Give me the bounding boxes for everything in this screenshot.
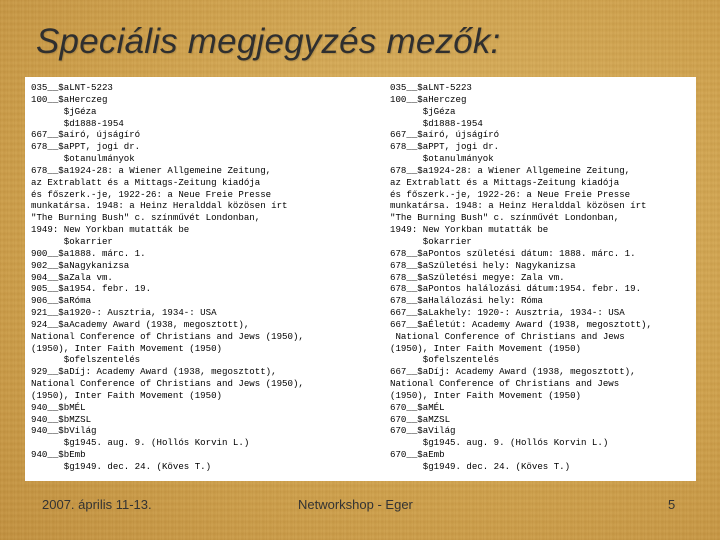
original-record-column bbox=[31, 82, 304, 473]
record-line: $g1945. aug. 9. (Hollós Korvin L.) bbox=[31, 437, 250, 449]
record-line: National Conference of Christians and Jews (1950), bbox=[31, 378, 304, 390]
record-line: 906__$aRóma bbox=[31, 295, 92, 307]
record-line: $jGéza bbox=[390, 105, 456, 117]
record-line: az Extrablatt és a Mittags-Zeitung kiadója bbox=[390, 176, 620, 188]
record-line: $d1888-1954 bbox=[31, 117, 124, 129]
record-line: 900__$a1888. márc. 1. bbox=[31, 247, 146, 259]
record-line: 940__$bMÉL bbox=[31, 401, 86, 413]
record-line: $okarrier bbox=[390, 235, 472, 247]
converted-record-column bbox=[390, 82, 652, 473]
record-line: 678__$aPPT, jogi dr. bbox=[390, 141, 500, 153]
record-line: National Conference of Christians and Jews (1950), bbox=[31, 330, 304, 342]
record-line: 940__$bEmb bbox=[31, 449, 86, 461]
record-line: $otanulmányok bbox=[390, 153, 494, 165]
record-line: $otanulmányok bbox=[31, 153, 135, 165]
record-line: 678__$a1924-28: a Wiener Allgemeine Zeitung, bbox=[31, 164, 272, 176]
record-line: 670__$aVilág bbox=[390, 425, 456, 437]
record-line: 905__$a1954. febr. 19. bbox=[31, 283, 152, 295]
record-line: és főszerk.-je, 1922-26: a Neue Freie Presse bbox=[390, 188, 631, 200]
record-line: 100__$aHerczeg bbox=[31, 93, 108, 105]
record-line: 678__$aPPT, jogi dr. bbox=[31, 141, 141, 153]
record-line: (1950), Inter Faith Movement (1950) bbox=[31, 342, 222, 354]
record-line: 940__$bVilág bbox=[31, 425, 97, 437]
footer-event: Networkshop - Eger bbox=[298, 497, 413, 512]
record-line: 929__$aDíj: Academy Award (1938, megosztott), bbox=[31, 366, 277, 378]
record-line: National Conference of Christians and Jews bbox=[390, 378, 620, 390]
record-line: 921__$a1920-: Ausztria, 1934-: USA bbox=[31, 307, 217, 319]
record-line: $g1949. dec. 24. (Köves T.) bbox=[390, 461, 571, 472]
record-line: $ofelszentelés bbox=[390, 354, 500, 366]
record-line: 035__$aLNT-5223 bbox=[31, 82, 113, 93]
record-line: (1950), Inter Faith Movement (1950) bbox=[390, 342, 581, 354]
record-line: 1949: New Yorkban mutatták be bbox=[390, 224, 549, 236]
record-line: "The Burning Bush" c. színművét Londonban, bbox=[390, 212, 620, 224]
record-line: 670__$aMZSL bbox=[390, 413, 451, 425]
record-line: 678__$aHalálozási hely: Róma bbox=[390, 295, 543, 307]
record-line: az Extrablatt és a Mittags-Zeitung kiadója bbox=[31, 176, 261, 188]
record-line: 940__$bMZSL bbox=[31, 413, 92, 425]
record-line: 667__$aÉletút: Academy Award (1938, megosztott), bbox=[390, 318, 652, 330]
record-line: 100__$aHerczeg bbox=[390, 93, 467, 105]
record-line: 678__$aSzületési megye: Zala vm. bbox=[390, 271, 565, 283]
record-line: 667__$aLakhely: 1920-: Ausztria, 1934-: USA bbox=[390, 307, 625, 319]
record-line: 670__$aEmb bbox=[390, 449, 445, 461]
record-line: 678__$a1924-28: a Wiener Allgemeine Zeitung, bbox=[390, 164, 631, 176]
marc-record-panel bbox=[25, 77, 696, 481]
slide-title: Speciális megjegyzés mezők: bbox=[36, 22, 501, 61]
record-line: munkatársa. 1948: a Heinz Heralddal közösen írt bbox=[390, 200, 647, 212]
record-line: $okarrier bbox=[31, 235, 113, 247]
record-line: és főszerk.-je, 1922-26: a Neue Freie Presse bbox=[31, 188, 272, 200]
record-line: munkatársa. 1948: a Heinz Heralddal közösen írt bbox=[31, 200, 288, 212]
record-line: 904__$aZala vm. bbox=[31, 271, 113, 283]
record-line: 902__$aNagykanizsa bbox=[31, 259, 130, 271]
record-line: National Conference of Christians and Jews bbox=[390, 330, 625, 342]
record-line: $d1888-1954 bbox=[390, 117, 483, 129]
record-line: 678__$aPontos születési dátum: 1888. márc. 1. bbox=[390, 247, 636, 259]
record-line: 678__$aPontos halálozási dátum:1954. febr. 19. bbox=[390, 283, 642, 295]
record-line: 924__$aAcademy Award (1938, megosztott), bbox=[31, 318, 250, 330]
record-line: (1950), Inter Faith Movement (1950) bbox=[31, 389, 222, 401]
record-line: 667__$aíró, újságíró bbox=[390, 129, 500, 141]
record-line: 670__$aMÉL bbox=[390, 401, 445, 413]
record-line: $jGéza bbox=[31, 105, 97, 117]
record-line: 035__$aLNT-5223 bbox=[390, 82, 472, 93]
page-number: 5 bbox=[668, 497, 676, 512]
record-line: 667__$aíró, újságíró bbox=[31, 129, 141, 141]
record-line: 678__$aSzületési hely: Nagykanizsa bbox=[390, 259, 576, 271]
record-line: "The Burning Bush" c. színművét Londonban, bbox=[31, 212, 261, 224]
record-line: $ofelszentelés bbox=[31, 354, 141, 366]
record-line: 667__$aDíj: Academy Award (1938, megosztott), bbox=[390, 366, 636, 378]
record-line: 1949: New Yorkban mutatták be bbox=[31, 224, 190, 236]
record-line: $g1949. dec. 24. (Köves T.) bbox=[31, 461, 212, 472]
footer-date: 2007. április 11-13. bbox=[42, 497, 152, 512]
record-line: $g1945. aug. 9. (Hollós Korvin L.) bbox=[390, 437, 609, 449]
record-line: (1950), Inter Faith Movement (1950) bbox=[390, 389, 581, 401]
